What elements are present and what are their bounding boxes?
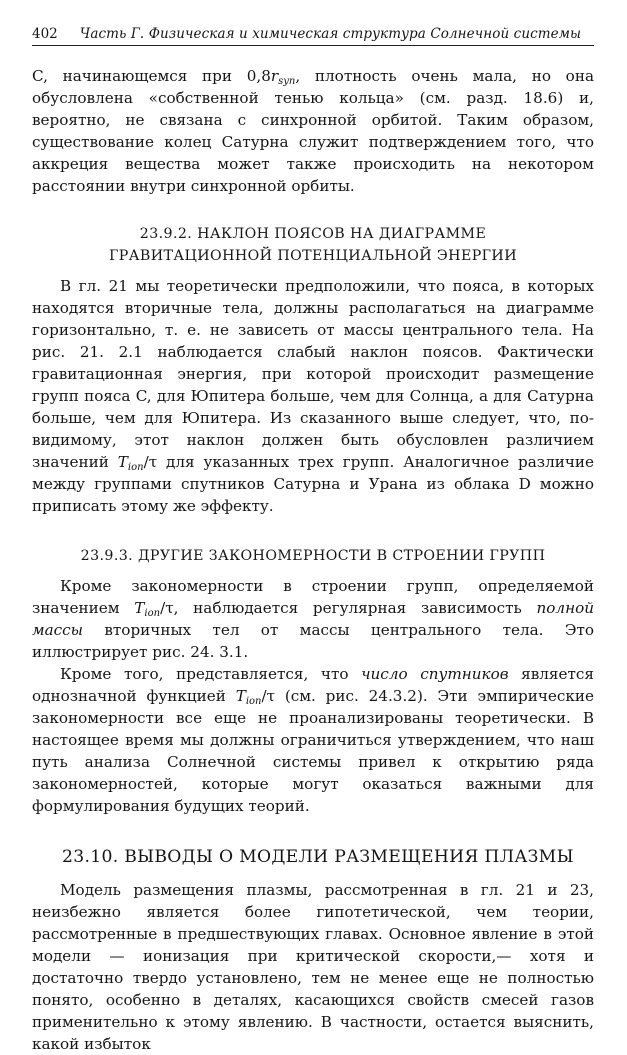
page-number: 402 — [32, 26, 58, 42]
running-title: Часть Г. Физическая и химическая структура Солнечной системы — [79, 26, 582, 42]
section-heading-line: ГРАВИТАЦИОННОЙ ПОТЕНЦИАЛЬНОЙ ЭНЕРГИИ — [109, 248, 517, 264]
section-heading-23-9-2 — [32, 223, 594, 267]
intro-paragraph: C, начинающемся при $0,8r_{syn}$, плотность очень мала, но она обусловлена «собственной тенью кольца» (см. разд. 18.6) и, вероятно, не связана с синхронной орбитой. Таким образом, существование колец Сатурна служит подтверждением того, что аккреция вещества может также происходить на некотором расстоянии внутри синхронной орбиты. — [32, 67, 594, 195]
paragraph-satellites: Кроме того, представляется, что число спутников является однозначной функцией $T_{ion}/\tau$ (см. рис. 24.3.2). Эти эмпирические закономерности все еще не проанализированы теоретически. В настоящее время мы должны ограничиться утверждением, что наш путь анализа Солнечной системы привел к открытию ряда закономерностей, которые могут оказаться важными для формулирования будущих теорий. — [32, 665, 594, 815]
section-heading-23-9-3: 23.9.3. ДРУГИЕ ЗАКОНОМЕРНОСТИ В СТРОЕНИИ ГРУПП — [80, 548, 546, 564]
section-heading-line: 23.9.2. НАКЛОН ПОЯСОВ НА ДИАГРАММЕ — [139, 226, 487, 242]
paragraph-plasma-model: Модель размещения плазмы, рассмотренная в гл. 21 и 23, неизбежно является более гипотетической, чем теории, рассмотренные в предшествующих главах. Основное явление в этой модели — ионизация при критической скорости,— хотя и достаточно твердо установлено, тем не менее еще не полностью понято, особенно в деталях, касающихся свойств смесей газов применительно к этому явлению. В частности, остается выяснить, какой избыток — [32, 881, 594, 1053]
paragraph-tilt: В гл. 21 мы теоретически предположили, что пояса, в которых находятся вторичные тела, должны располагаться на диаграмме горизонтально, т. е. не зависеть от массы центрального тела. На рис. 21. 2.1 наблюдается слабый наклон поясов. Фактически гравитационная энергия, при которой происходит размещение групп пояса C, для Юпитера больше, чем для Солнца, а для Сатурна больше, чем для Юпитера. Из сказанного выше следует, что, по-видимому, этот наклон должен быть обусловлен различием значений $T_{ion}/\tau$ для указанных трех групп. Аналогичное различие между группами спутников Сатурна и Урана из облака D можно приписать этому же эффекту. — [32, 277, 594, 515]
section-heading-23-10: 23.10. ВЫВОДЫ О МОДЕЛИ РАЗМЕЩЕНИЯ ПЛАЗМЫ — [62, 847, 574, 867]
paragraph-regularities: Кроме закономерности в строении групп, определяемой значением $T_{ion}/\tau$, наблюдается регулярная зависимость полной массы вторичных тел от массы центрального тела. Это иллюстрирует рис. 24. 3.1. — [32, 577, 594, 661]
page — [32, 26, 594, 1055]
running-header — [32, 26, 594, 46]
